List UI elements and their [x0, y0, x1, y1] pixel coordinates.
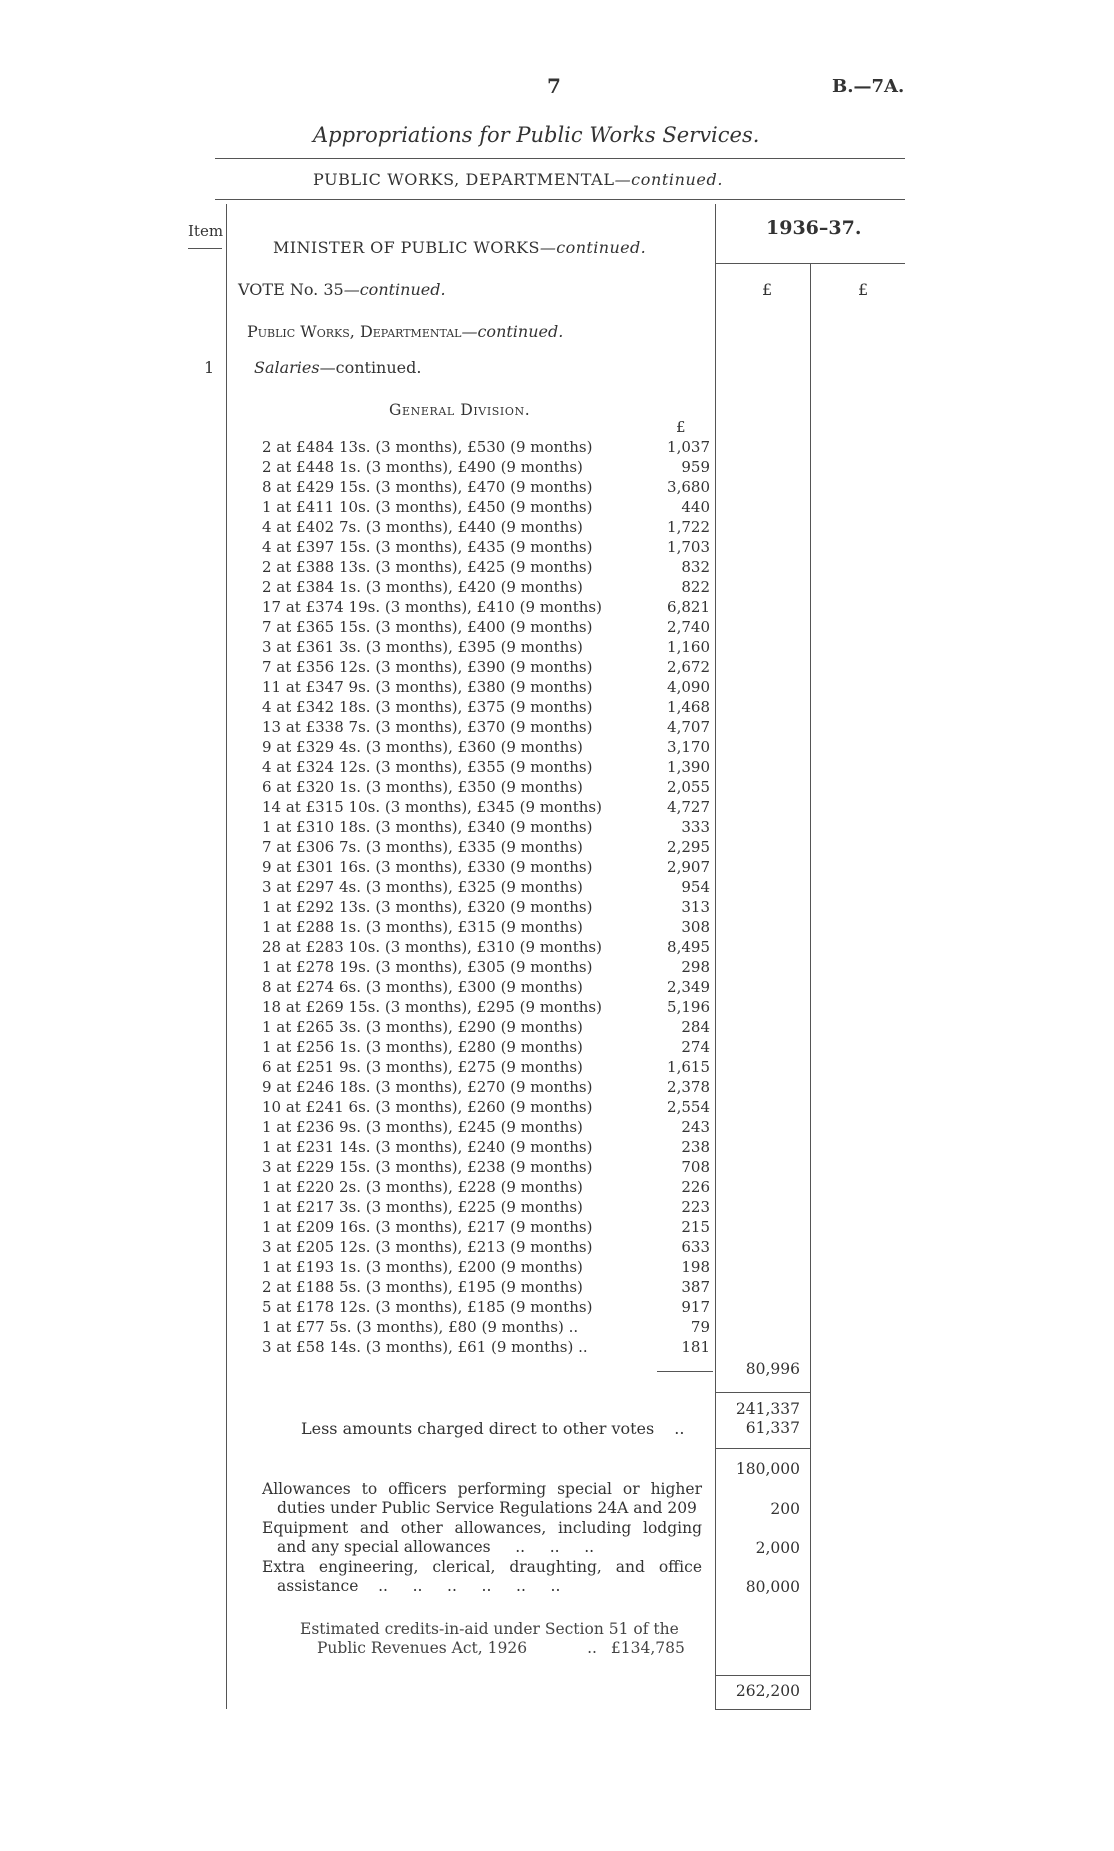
salary-row	[262, 557, 710, 577]
salary-row-description: 3 at £58 14s. (3 months), £61 (9 months) ..	[262, 1338, 588, 1356]
salary-row	[262, 717, 710, 737]
salary-row	[262, 937, 710, 957]
salaries-heading-main: Salaries	[254, 358, 320, 377]
salary-row-amount: 954	[681, 878, 710, 896]
department-heading	[247, 322, 563, 341]
salary-row	[262, 1137, 710, 1157]
salary-row	[262, 1037, 710, 1057]
salary-row-amount: 4,727	[667, 798, 710, 816]
salary-rows	[262, 437, 710, 1357]
salary-row	[262, 737, 710, 757]
year-header-rule	[715, 263, 905, 264]
inner-currency: £	[676, 418, 686, 436]
salary-row-description: 1 at £256 1s. (3 months), £280 (9 months)	[262, 1038, 583, 1056]
salary-row-description: 1 at £236 9s. (3 months), £245 (9 months)	[262, 1118, 583, 1136]
grand-total-rule-top	[715, 1675, 811, 1676]
salary-row	[262, 677, 710, 697]
salary-row-description: 4 at £397 15s. (3 months), £435 (9 months)	[262, 538, 593, 556]
allowance-2-amount: 2,000	[755, 1539, 800, 1557]
salary-row-amount: 633	[681, 1238, 710, 1256]
salary-row-description: 5 at £178 12s. (3 months), £185 (9 months)	[262, 1298, 593, 1316]
salary-row	[262, 1157, 710, 1177]
salary-row-description: 3 at £297 4s. (3 months), £325 (9 months)	[262, 878, 583, 896]
salary-row	[262, 957, 710, 977]
credits-note-line-1: Estimated credits-in-aid under Section 51 of the	[300, 1620, 679, 1638]
item-number: 1	[204, 358, 215, 377]
salary-row-description: 17 at £374 19s. (3 months), £410 (9 months)	[262, 598, 602, 616]
salary-row-description: 1 at £278 19s. (3 months), £305 (9 months)	[262, 958, 593, 976]
salary-row-description: 2 at £384 1s. (3 months), £420 (9 months)	[262, 578, 583, 596]
salary-row-amount: 2,378	[667, 1078, 710, 1096]
salary-row-description: 4 at £324 12s. (3 months), £355 (9 months)	[262, 758, 593, 776]
salary-row-amount: 238	[681, 1138, 710, 1156]
salary-row-amount: 1,615	[667, 1058, 710, 1076]
allowance-3-amount: 80,000	[745, 1578, 800, 1596]
salary-row-amount: 2,349	[667, 978, 710, 996]
salary-row	[262, 637, 710, 657]
salary-row	[262, 597, 710, 617]
salary-row	[262, 697, 710, 717]
salary-row	[262, 997, 710, 1017]
item-header-rule	[188, 248, 222, 249]
salary-row-description: 2 at £448 1s. (3 months), £490 (9 months)	[262, 458, 583, 476]
subtotal-rule	[657, 1371, 713, 1372]
page-number: 7	[547, 74, 561, 98]
salary-row-amount: 181	[681, 1338, 710, 1356]
salary-row	[262, 1297, 710, 1317]
salary-row-amount: 313	[681, 898, 710, 916]
salary-row-description: 7 at £356 12s. (3 months), £390 (9 months)	[262, 658, 593, 676]
allowance-3-line-1: Extra engineering, clerical, draughting, and office	[262, 1558, 702, 1576]
salary-row	[262, 1237, 710, 1257]
salary-row	[262, 437, 710, 457]
salary-row	[262, 657, 710, 677]
salary-row-amount: 8,495	[667, 938, 710, 956]
less-amounts-label	[301, 1419, 684, 1438]
salary-row-description: 9 at £329 4s. (3 months), £360 (9 months)	[262, 738, 583, 756]
salary-row	[262, 1257, 710, 1277]
year-header: 1936–37.	[766, 217, 862, 239]
salary-row-description: 3 at £229 15s. (3 months), £238 (9 months)	[262, 1158, 593, 1176]
allowance-2-line-1: Equipment and other allowances, including lodging	[262, 1519, 702, 1537]
less-amounts-text: Less amounts charged direct to other votes	[301, 1419, 655, 1438]
minister-heading-main: MINISTER OF PUBLIC WORKS	[273, 238, 540, 257]
salary-row-amount: 1,390	[667, 758, 710, 776]
salary-row-amount: 440	[681, 498, 710, 516]
allowance-1-line-1: Allowances to officers performing special or higher	[262, 1480, 702, 1498]
gross-total: 241,337	[735, 1400, 800, 1418]
salary-row-description: 6 at £251 9s. (3 months), £275 (9 months)	[262, 1058, 583, 1076]
salary-row-description: 8 at £274 6s. (3 months), £300 (9 months)	[262, 978, 583, 996]
salary-row	[262, 477, 710, 497]
salary-row-description: 3 at £361 3s. (3 months), £395 (9 months)	[262, 638, 583, 656]
salary-row	[262, 617, 710, 637]
salary-row-description: 2 at £388 13s. (3 months), £425 (9 months)	[262, 558, 593, 576]
salary-row-description: 6 at £320 1s. (3 months), £350 (9 months)	[262, 778, 583, 796]
document-reference: B.—7A.	[832, 76, 905, 97]
subtitle-main: PUBLIC WORKS, DEPARTMENTAL	[313, 170, 615, 189]
salary-row-description: 1 at £209 16s. (3 months), £217 (9 months)	[262, 1218, 593, 1236]
salary-row-description: 14 at £315 10s. (3 months), £345 (9 months)	[262, 798, 602, 816]
allowance-3-line-2: assistance .. .. .. .. .. ..	[277, 1577, 561, 1595]
general-division-total: 80,996	[745, 1360, 800, 1378]
salary-row	[262, 457, 710, 477]
salary-row	[262, 1317, 710, 1337]
salary-row-amount: 832	[681, 558, 710, 576]
salary-row-description: 28 at £283 10s. (3 months), £310 (9 months)	[262, 938, 602, 956]
salary-row-amount: 4,090	[667, 678, 710, 696]
salary-row-description: 1 at £265 3s. (3 months), £290 (9 months)	[262, 1018, 583, 1036]
page-subtitle	[313, 170, 723, 189]
salary-row-description: 18 at £269 15s. (3 months), £295 (9 months)	[262, 998, 602, 1016]
salary-row-amount: 1,703	[667, 538, 710, 556]
salaries-heading	[254, 358, 421, 377]
allowance-2-line-2: and any special allowances .. .. ..	[277, 1538, 595, 1556]
net-total: 180,000	[735, 1460, 800, 1478]
salary-row-description: 1 at £292 13s. (3 months), £320 (9 months)	[262, 898, 593, 916]
salary-row	[262, 577, 710, 597]
salary-row-amount: 2,907	[667, 858, 710, 876]
salary-row-amount: 1,160	[667, 638, 710, 656]
salary-row-amount: 223	[681, 1198, 710, 1216]
net-rule	[715, 1448, 811, 1449]
salary-row-amount: 2,740	[667, 618, 710, 636]
item-column-header: Item	[188, 222, 224, 240]
page-title: Appropriations for Public Works Services.	[313, 123, 760, 147]
salary-row	[262, 1117, 710, 1137]
salary-row-amount: 284	[681, 1018, 710, 1036]
salary-row-description: 1 at £231 14s. (3 months), £240 (9 months)	[262, 1138, 593, 1156]
minister-heading	[273, 238, 646, 257]
credits-note-dots: ..	[587, 1639, 597, 1657]
salary-row-description: 4 at £342 18s. (3 months), £375 (9 months)	[262, 698, 593, 716]
salary-row-amount: 959	[681, 458, 710, 476]
salary-row	[262, 977, 710, 997]
subtitle-continued: —continued.	[614, 170, 724, 189]
subtitle-rule	[215, 199, 905, 200]
salary-row-description: 2 at £484 13s. (3 months), £530 (9 months)	[262, 438, 593, 456]
salary-row	[262, 1077, 710, 1097]
salary-row-description: 9 at £301 16s. (3 months), £330 (9 months)	[262, 858, 593, 876]
division-heading: General Division.	[389, 401, 531, 419]
salary-row	[262, 897, 710, 917]
bottom-rule	[715, 1709, 811, 1710]
credits-note-amount: £134,785	[610, 1639, 685, 1657]
salary-row	[262, 1197, 710, 1217]
salary-row-description: 1 at £77 5s. (3 months), £80 (9 months) ..	[262, 1318, 579, 1336]
vote-heading-continued: —continued.	[343, 280, 446, 299]
salary-row-amount: 708	[681, 1158, 710, 1176]
salary-row-description: 1 at £411 10s. (3 months), £450 (9 months)	[262, 498, 593, 516]
salary-row	[262, 877, 710, 897]
salary-row	[262, 1017, 710, 1037]
department-heading-continued: —continued.	[461, 322, 564, 341]
amount-column-middle-rule	[810, 263, 811, 1710]
salary-row	[262, 1277, 710, 1297]
salary-row-description: 4 at £402 7s. (3 months), £440 (9 months)	[262, 518, 583, 536]
salary-row-description: 8 at £429 15s. (3 months), £470 (9 months)	[262, 478, 593, 496]
salary-row	[262, 537, 710, 557]
salary-row-amount: 1,722	[667, 518, 710, 536]
salary-row	[262, 517, 710, 537]
grand-total: 262,200	[735, 1682, 800, 1700]
salary-row-description: 9 at £246 18s. (3 months), £270 (9 months)	[262, 1078, 593, 1096]
item-column-rule	[226, 204, 227, 1709]
salary-row	[262, 837, 710, 857]
salary-row	[262, 1337, 710, 1357]
salary-row-amount: 2,672	[667, 658, 710, 676]
minister-heading-continued: —continued.	[539, 238, 647, 257]
salary-row-amount: 1,037	[667, 438, 710, 456]
salary-row-amount: 198	[681, 1258, 710, 1276]
salary-row-description: 13 at £338 7s. (3 months), £370 (9 months)	[262, 718, 593, 736]
salary-row	[262, 917, 710, 937]
vote-heading-main: VOTE No. 35	[238, 280, 344, 299]
salary-row	[262, 497, 710, 517]
salary-row-amount: 79	[690, 1318, 710, 1336]
vote-heading	[238, 280, 446, 299]
allowance-1-line-2: duties under Public Service Regulations 24A and 209	[277, 1499, 697, 1517]
title-rule	[215, 158, 905, 159]
salary-row-description: 7 at £306 7s. (3 months), £335 (9 months)	[262, 838, 583, 856]
gross-rule	[715, 1392, 811, 1393]
salary-row-amount: 5,196	[667, 998, 710, 1016]
salaries-heading-continued: —continued.	[319, 358, 422, 377]
salary-row-description: 1 at £193 1s. (3 months), £200 (9 months)	[262, 1258, 583, 1276]
salary-row-amount: 4,707	[667, 718, 710, 736]
salary-row-description: 2 at £188 5s. (3 months), £195 (9 months)	[262, 1278, 583, 1296]
salary-row-amount: 308	[681, 918, 710, 936]
salary-row-description: 1 at £217 3s. (3 months), £225 (9 months)	[262, 1198, 583, 1216]
salary-row-amount: 298	[681, 958, 710, 976]
currency-column-2: £	[858, 280, 869, 299]
amount-column-left-rule	[715, 204, 716, 1710]
salary-row-description: 11 at £347 9s. (3 months), £380 (9 months)	[262, 678, 593, 696]
salary-row-description: 1 at £310 18s. (3 months), £340 (9 months)	[262, 818, 593, 836]
salary-row-description: 1 at £220 2s. (3 months), £228 (9 months)	[262, 1178, 583, 1196]
salary-row-amount: 6,821	[667, 598, 710, 616]
salary-row-description: 3 at £205 12s. (3 months), £213 (9 months)	[262, 1238, 593, 1256]
department-heading-main: Public Works, Departmental	[247, 322, 462, 341]
salary-row-description: 10 at £241 6s. (3 months), £260 (9 months)	[262, 1098, 593, 1116]
salary-row-amount: 822	[681, 578, 710, 596]
less-amounts-value: 61,337	[745, 1419, 800, 1437]
salary-row-description: 7 at £365 15s. (3 months), £400 (9 months)	[262, 618, 593, 636]
salary-row	[262, 777, 710, 797]
credits-note-act: Public Revenues Act, 1926	[317, 1639, 528, 1657]
salary-row-amount: 226	[681, 1178, 710, 1196]
salary-row	[262, 817, 710, 837]
salary-row	[262, 1177, 710, 1197]
salary-row-amount: 1,468	[667, 698, 710, 716]
salary-row-amount: 215	[681, 1218, 710, 1236]
less-amounts-dots: ..	[674, 1419, 685, 1438]
salary-row-amount: 274	[681, 1038, 710, 1056]
salary-row-amount: 917	[681, 1298, 710, 1316]
salary-row-amount: 2,055	[667, 778, 710, 796]
salary-row	[262, 1057, 710, 1077]
salary-row-description: 1 at £288 1s. (3 months), £315 (9 months)	[262, 918, 583, 936]
salary-row-amount: 3,680	[667, 478, 710, 496]
salary-row	[262, 797, 710, 817]
salary-row-amount: 243	[681, 1118, 710, 1136]
credits-note-line-2	[317, 1639, 685, 1657]
allowance-1-amount: 200	[770, 1500, 800, 1518]
salary-row-amount: 333	[681, 818, 710, 836]
currency-column-1: £	[762, 280, 773, 299]
salary-row-amount: 2,295	[667, 838, 710, 856]
salary-row-amount: 3,170	[667, 738, 710, 756]
salary-row	[262, 1217, 710, 1237]
salary-row	[262, 1097, 710, 1117]
salary-row-amount: 2,554	[667, 1098, 710, 1116]
salary-row-amount: 387	[681, 1278, 710, 1296]
salary-row	[262, 857, 710, 877]
salary-row	[262, 757, 710, 777]
